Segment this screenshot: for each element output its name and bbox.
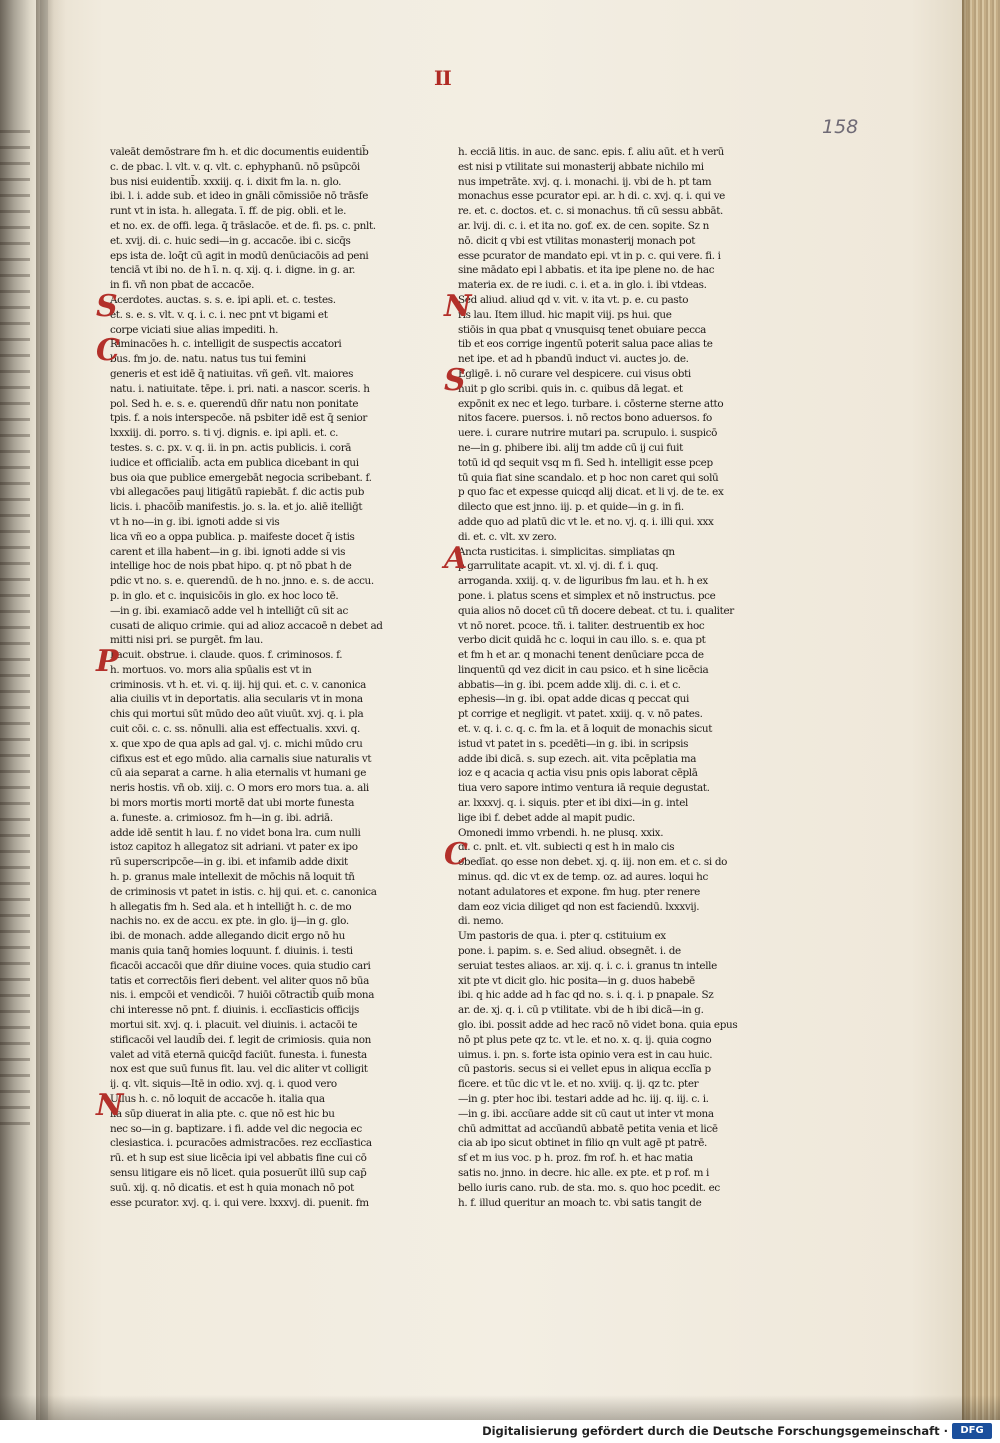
page-stack-edge <box>962 0 1000 1420</box>
text-line: nec so—in g. baptizare. i fi. adde vel dic negocia ec <box>110 1122 362 1135</box>
text-line: cū aia separat a carne. h alia eternalis vt humani ge <box>110 767 367 780</box>
text-line: re. et. c. doctos. et. c. si monachus. tñ cū sessu abbāt. <box>458 205 723 218</box>
text-line: carent et illa habent—in g. ibi. ignoti adde si vis <box>110 545 346 558</box>
rubric-initial-icon: C <box>96 333 120 369</box>
text-line: uimus. i. pn. s. forte ista opinio vera est in cau huic. <box>458 1048 713 1061</box>
right-text-column <box>444 145 750 1210</box>
text-line: intellige hoc de nois pbat hipo. q. pt nō pbat h de <box>110 560 352 573</box>
text-line: alia ciuilis vt in deportatis. alia secularis vt in mona <box>110 693 363 706</box>
text-line: x. que xpo de qua apls ad gal. vj. c. michi mūdo cru <box>110 737 363 750</box>
text-line: stiōis in qua pbat q vnusquisq tenet obuiare pecca <box>458 323 706 336</box>
text-line: cia ab ipo sicut obtinet in filio qn vult agē pt patrē. <box>458 1137 708 1150</box>
text-line: ne—in g. phibere ibi. alij tm adde cū ij cui fuit <box>458 441 683 454</box>
text-line: chi interesse nō pnt. f. diuinis. i. ecclīasticis officijs <box>110 1004 359 1017</box>
text-line: cū pastoris. secus si ei vellet epus in aliqua ecclīa p <box>458 1063 711 1076</box>
text-line: bus. fm jo. de. natu. natus tus tui femini <box>110 353 306 366</box>
text-line: et. v. q. i. c. q. c. fm la. et ā loquit de monachis sicut <box>458 723 713 736</box>
text-line: sf et m ius voc. p h. proz. fm rof. h. et hac matia <box>458 1152 693 1165</box>
text-line: vbi allegacōes pauj litigātū rapiebāt. f. dic actis pub <box>110 486 365 499</box>
text-line: manis quia tanq̄ homies loquunt. f. diuinis. i. testi <box>110 945 353 958</box>
text-line: p garrulitate acapit. vt. xl. vj. di. f. i. quq. <box>458 560 659 573</box>
funding-credit: Digitalisierung gefördert durch die Deutsche Forschungsgemeinschaft · <box>482 1424 948 1438</box>
text-line: h allegatis fm h. Sed ala. et h intelliḡt h. c. de mo <box>110 900 352 913</box>
text-line: Egligē. i. nō curare vel despicere. cui visus obti <box>458 367 691 380</box>
rubric-initial-icon: S <box>444 363 466 398</box>
text-line: di. c. pnlt. et. vlt. subiecti q est h in malo cis <box>458 841 675 854</box>
text-line: ar. lvij. di. c. i. et ita no. gof. ex. de cen. sopite. Sz n <box>458 219 709 232</box>
text-line: adde ibi dicā. s. sup ezech. ait. vita pcēplatia ma <box>458 752 697 765</box>
text-line: notant adulatores et expone. fm hug. pter renere <box>458 885 700 898</box>
text-line: ficacōi accacōi que dñr diuine voces. quia studio cari <box>110 959 371 972</box>
text-line: istud vt patet in s. pcedēti—in g. ibi. in scripsis <box>458 737 689 750</box>
text-line: de criminosis vt patet in istis. c. hij qui. et. c. canonica <box>110 885 377 898</box>
text-line: xit pte vt dicit glo. hic posita—in g. duos habebē <box>458 974 695 987</box>
text-line: bus nisi euidentib̄. xxxiij. q. i. dixit fm la. n. glo. <box>110 175 342 188</box>
text-line: lica vñ eo a oppa publica. p. maifeste docet q̄ istis <box>110 530 355 543</box>
text-line: rū superscripcōe—in g. ibi. et infamib adde dixit <box>110 856 348 869</box>
text-line: —in g. ibi. examiacō adde vel h intelliḡt cū sit ac <box>110 604 348 617</box>
text-line: verbo dicit quidā hc c. loqui in cau illo. s. e. qua pt <box>458 634 706 647</box>
text-line: et. s. e. s. vlt. v. q. i. c. i. nec pnt vt bigami et <box>110 308 328 321</box>
text-line: nō. dicit q vbi est vtilitas monasterij monach pot <box>458 234 696 247</box>
text-line: h. p. granus male intellexit de mōchis nā loquit tñ <box>110 871 355 884</box>
text-line: lige ibi f. debet adde al mapit pudic. <box>458 811 635 824</box>
text-line: ibi. l. i. adde sub. et ideo in gnāli cōmissiōe nō trāsfe <box>110 190 369 203</box>
text-line: rū. et h sup est siue licēcia ipi vel abbatis fine cui cō <box>110 1152 367 1165</box>
text-line: tib et eos corrige ingentū poterit salua pace alias te <box>458 338 713 351</box>
text-line: ris lau. Item illud. hic mapit viij. ps hui. que <box>458 308 672 321</box>
text-line: testes. s. c. px. v. q. ii. in pn. actis publicis. i. corā <box>110 441 352 454</box>
text-line: Omonedi immo vrbendi. h. ne plusq. xxix. <box>458 826 664 839</box>
text-line: a. funeste. a. crimiosoz. fm h—in g. ibi. adriā. <box>110 811 333 824</box>
text-line: cuit cōi. c. c. ss. nōnulli. alia est effectualis. xxvi. q. <box>110 723 360 736</box>
text-line: monachus esse pcurator epi. ar. h di. c. xvj. q. i. qui ve <box>458 190 725 203</box>
text-line: istoz capitoz h allegatoz sit adriani. vt pater ex ipo <box>110 841 358 854</box>
text-line: h. mortuos. vo. mors alia spūalis est vt in <box>110 663 312 676</box>
text-line: chū admittat ad accūandū abbatē petita venia et licē <box>458 1122 718 1135</box>
text-line: ficere. et tūc dic vt le. et no. xviij. q. ij. qz tc. pter <box>458 1078 699 1091</box>
text-line: ibi. de monach. adde allegando dicit ergo nō hu <box>110 930 345 943</box>
text-line: eps ista de. loq̄t cū agit in modū denūciacōis ad peni <box>110 249 369 262</box>
text-line: abbatis—in g. ibi. pcem adde xlij. di. c. i. et c. <box>458 678 681 691</box>
text-line: bello iuris cano. rub. de sta. mo. s. quo hoc pcedit. ec <box>458 1181 720 1194</box>
text-line: mitti nisi pri. se purgēt. fm lau. <box>110 634 263 647</box>
page-number: 158 <box>822 116 859 138</box>
text-line: h. ecciā litis. in auc. de sanc. epis. f. aliu aūt. et h verū <box>458 146 724 158</box>
text-line: runt vt in ista. h. allegata. ī. ff. de pig. obli. et le. <box>110 205 347 218</box>
text-line: quia alios nō docet cū tñ docere debeat. ct tu. i. qualiter <box>458 604 734 617</box>
text-line: valet ad vitā eternā quicq̄d faciūt. funesta. i. funesta <box>110 1048 367 1061</box>
text-line: Ancta rusticitas. i. simplicitas. simpliatas qn <box>458 545 675 558</box>
text-line: cusati de aliquo crimie. qui ad alioz accacoē n debet ad <box>110 619 383 632</box>
text-line: esse pcurator de mandato epi. vt in p. c. qui vere. fi. i <box>458 249 721 262</box>
dfg-logo-icon: DFG <box>952 1423 992 1439</box>
footer-bar <box>0 1420 1000 1443</box>
text-line: glo. ibi. possit adde ad hec racō nō videt bona. quia epus <box>458 1019 738 1032</box>
text-line: c. de pbac. l. vlt. v. q. vlt. c. ephyphanū. nō psūpcōi <box>110 160 360 173</box>
text-line: dilecto que est jnno. iij. p. et quide—in g. in fi. <box>458 501 684 514</box>
text-line: pol. Sed h. e. s. e. querendū dñr natu non ponitate <box>110 397 359 410</box>
text-line: arroganda. xxiij. q. v. de liguribus fm lau. et h. h ex <box>458 575 708 588</box>
text-line: di. et. c. vlt. xv zero. <box>458 530 557 543</box>
text-line: pone. i. platus scens et simplex et nō instructus. pce <box>458 589 716 602</box>
text-line: Ullus h. c. nō loquit de accacōe h. italia qua <box>110 1093 325 1105</box>
rubric-initial-icon: A <box>444 540 468 576</box>
text-line: p. in glo. et c. inquisicōis in glo. ex hoc loco tē. <box>110 589 339 602</box>
text-line: nox est que suū funus fit. lau. vel dic aliter vt colligit <box>110 1063 368 1076</box>
text-line: natu. i. natiuitate. tēpe. i. pri. nati. a nascor. sceris. h <box>110 382 370 395</box>
text-line: bus oia que publice emergebāt negocia scribebant. f. <box>110 471 372 484</box>
rubric-initial-icon: C <box>444 836 468 872</box>
text-line: est nisi p vtilitate sui monasterij abbate nichilo mi <box>458 160 704 173</box>
text-line: nis. i. empcōi et vendicōi. 7 huiōi cōtractib̄ quib̄ mona <box>110 989 375 1002</box>
rubric-initial-icon: P <box>96 644 119 680</box>
text-line: Riminacōes h. c. intelligit de suspectis accatori <box>110 338 342 351</box>
text-line: mortui sit. xvj. q. i. placuit. vel diuinis. i. actacōi te <box>110 1019 358 1032</box>
text-line: suū. xij. q. nō dicatis. et est h quia monach nō pot <box>110 1181 354 1194</box>
text-line: satis no. jnno. in decre. hic alle. ex pte. et p rof. m i <box>458 1166 710 1179</box>
text-line: licis. i. phacōib̄ manifestis. jo. s. la. et jo. aliē itelliḡt <box>110 501 363 514</box>
text-line: generis et est idē q̄ natiuitas. vñ geñ. vlt. maiores <box>110 367 354 380</box>
text-line: corpe viciati siue alias impediti. h. <box>110 323 279 336</box>
text-line: stificacōi vel laudib̄ dei. f. legit de crimiosis. quia non <box>110 1033 371 1046</box>
folio-mark: II <box>434 66 451 90</box>
text-line: ibi. q hic adde ad h fac qd no. s. i. q. i. p pnapale. Sz <box>458 989 714 1002</box>
text-line: linquentū qd vez dicit in cau psico. et h sine licēcia <box>458 663 709 676</box>
rubric-initial-icon: N <box>444 289 472 324</box>
text-line: chis qui mortui sūt mūdo deo aūt viuūt. xvj. q. i. pla <box>110 708 364 721</box>
text-line: esse pcurator. xvj. q. i. qui vere. lxxxvj. di. puenit. fm <box>110 1196 369 1209</box>
text-line: minus. qd. dic vt ex de temp. oz. ad aures. loqui hc <box>458 871 708 884</box>
text-line: ar. lxxxvj. q. i. siquis. pter et ibi dixi—in g. intel <box>458 797 689 810</box>
text-line: nō pt plus pete qz tc. vt le. et no. x. q. ij. quia cogno <box>458 1033 712 1046</box>
foot-shadow <box>0 1395 1000 1420</box>
text-line: sine mādato epi l abbatis. et ita ipe plene no. de hac <box>458 264 715 277</box>
text-line: Lacuit. obstrue. i. claude. quos. f. criminosos. f. <box>110 649 343 662</box>
text-line: vt h no—in g. ibi. ignoti adde si vis <box>110 515 280 528</box>
text-line: tū quia fiat sine scandalo. et p hoc non caret qui solū <box>458 471 719 484</box>
text-line: net ipe. et ad h pbandū induct vi. auctes jo. de. <box>458 353 689 366</box>
text-line: ij. q. vlt. siquis—Itē in odio. xvj. q. i. quod vero <box>110 1078 337 1091</box>
text-line: tatis et correctōis fieri debent. vel aliter quos nō būa <box>110 974 369 987</box>
text-line: ar. de. xj. q. i. cū p vtilitate. vbi de h ibi dicā—in g. <box>458 1004 704 1017</box>
text-line: nuit p glo scribi. quis in. c. quibus dā legat. et <box>458 382 683 395</box>
left-text-column <box>96 145 402 1210</box>
text-line: cifixus est et ego mūdo. alia carnalis siue naturalis vt <box>110 752 372 765</box>
text-line: h. f. illud queritur an moach tc. vbi satis tangit de <box>458 1196 702 1209</box>
text-line: clesiastica. i. pcuracōes admistracōes. rez ecclīastica <box>110 1137 372 1150</box>
text-line: materia ex. de re iudi. c. i. et a. in glo. i. ibi vtdeas. <box>458 279 707 292</box>
rubric-initial-icon: N <box>96 1088 124 1124</box>
text-line: tenciā vt ibi no. de h ī. n. q. xij. q. i. digne. in g. ar. <box>110 264 356 277</box>
text-line: adde idē sentit h lau. f. no videt bona lra. cum nulli <box>110 826 361 839</box>
left-page-text-fragment <box>0 130 30 1130</box>
text-line: —in g. pter hoc ibi. testari adde ad hc. iij. q. iij. c. i. <box>458 1093 709 1105</box>
rubric-initial-icon: S <box>96 289 118 324</box>
text-line: dam eoz vicia diliget qd non est faciendū. lxxxvij. <box>458 900 700 913</box>
text-line: Sed aliud. aliud qd v. vit. v. ita vt. p. e. cu pasto <box>458 293 689 306</box>
text-line: seruiat testes aliaos. ar. xij. q. i. c. i. granus tn intelle <box>458 959 717 972</box>
text-line: et. xvij. di. c. huic sedi—in g. accacōe. ibi c. sicq̄s <box>110 234 351 247</box>
text-line: p quo fac et expesse quicqd alij dicat. et li vj. de te. ex <box>458 486 724 499</box>
text-line: nus impetrāte. xvj. q. i. monachi. ij. vbi de h. pt tam <box>458 175 712 188</box>
text-line: pone. i. papim. s. e. Sed aliud. obsegnēt. i. de <box>458 945 681 958</box>
text-line: bi mors mortis morti mortē dat ubi morte funesta <box>110 797 355 810</box>
text-line: obedīat. qo esse non debet. xj. q. iij. non em. et c. si do <box>458 856 728 869</box>
book-gutter-shadow <box>36 0 66 1420</box>
text-line: tpis. f. a nois interspecōe. nā psbiter idē est q̄ senior <box>110 412 368 425</box>
text-line: et fm h et ar. q monachi tenent denūciare pcca de <box>458 649 704 662</box>
text-line: nachis no. ex de accu. ex pte. in glo. ij—in g. glo. <box>110 915 349 928</box>
text-line: sensu litigare eis nō licet. quia posuerūt illū sup cap̄ <box>110 1166 367 1179</box>
text-line: ioz e q acacia q actia visu pnis opis laborat cēplā <box>458 767 698 780</box>
text-line: expōnit ex nec et lego. turbare. i. cōsterne sterne atto <box>458 397 724 410</box>
text-line: Um pastoris de qua. i. pter q. cstituium ex <box>458 930 666 943</box>
text-line: et no. ex. de offi. lega. q̄ trāslacōe. et de. fi. ps. c. pnlt. <box>110 219 376 232</box>
text-line: tiua vero sapore intimo ventura iā requie degustat. <box>458 782 710 795</box>
text-line: uere. i. curare nutrire mutari pa. scrupulo. i. suspicō <box>458 427 718 440</box>
text-line: lia sūp diuerat in alia pte. c. que nō est hic bu <box>110 1107 335 1120</box>
text-line: pdic vt no. s. e. querendū. de h no. jnno. e. s. de accu. <box>110 575 374 588</box>
text-line: neris hostis. vñ ob. xiij. c. O mors ero mors tua. a. ali <box>110 782 369 795</box>
text-line: pt corrige et negligit. vt patet. xxiij. q. v. nō pates. <box>458 708 703 721</box>
text-line: totū id qd sequit vsq m fi. Sed h. intelligit esse pcep <box>458 456 713 469</box>
text-line: —in g. ibi. accūare adde sit cū caut ut inter vt mona <box>458 1107 714 1120</box>
text-line: vt nō noret. pcoce. tñ. i. taliter. destruentib ex hoc <box>458 619 705 632</box>
text-line: iudice et officialib̄. acta em publica dicebant in qui <box>110 456 359 469</box>
text-line: valeāt demōstrare fm h. et dic documentis euidentib̄ <box>110 146 369 158</box>
text-line: in fi. vñ non pbat de accacōe. <box>110 279 255 292</box>
text-line: Acerdotes. auctas. s. s. e. ipi apli. et. c. testes. <box>110 293 336 306</box>
text-line: di. nemo. <box>458 915 504 928</box>
text-line: criminosis. vt h. et. vi. q. iij. hij qui. et. c. v. canonica <box>110 678 366 691</box>
text-line: lxxxiij. di. porro. s. ti vj. dignis. e. ipi apli. et. c. <box>110 427 339 440</box>
text-line: adde quo ad platū dic vt le. et no. vj. q. i. illi qui. xxx <box>458 515 714 528</box>
text-line: ephesis—in g. ibi. opat adde dicas q peccat qui <box>458 693 689 706</box>
text-line: nitos facere. puersos. i. nō rectos bono aduersos. fo <box>458 412 712 425</box>
